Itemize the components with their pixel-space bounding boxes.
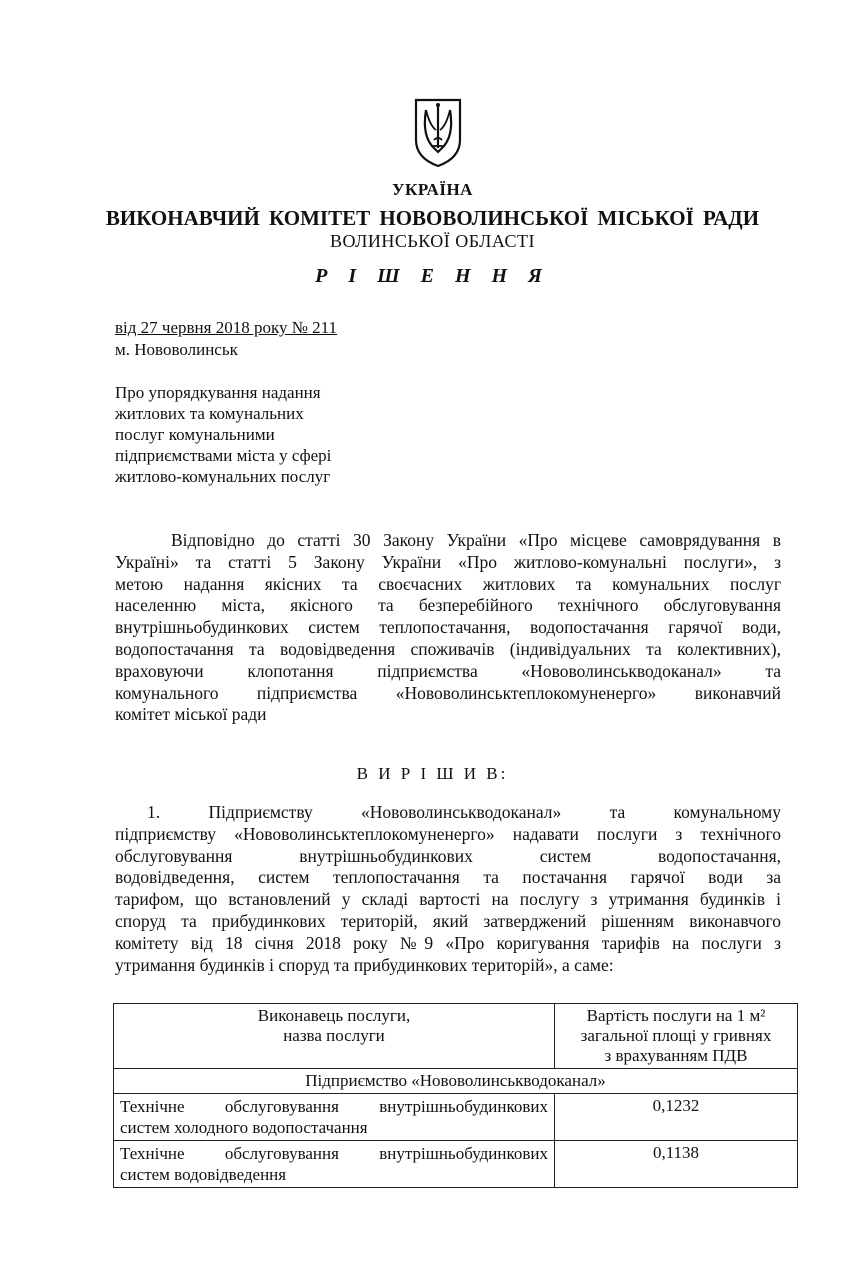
service-name-cell: Технічне обслуговування внутрішньобудинкових систем холодного водопостачання — [114, 1094, 555, 1141]
subject-line: житлово-комунальних послуг — [115, 467, 331, 486]
subject-line: підприємствами міста у сфері — [115, 446, 332, 465]
committee-heading: ВИКОНАВЧИЙ КОМІТЕТ НОВОВОЛИНСЬКОЇ МІСЬКОЇ РАДИ — [105, 206, 760, 230]
paragraph-line: населенню міста, якісного та безперебійного технічного обслуговування — [115, 595, 781, 616]
table-row — [114, 1094, 798, 1141]
paragraph-line: підприємству «Нововолинськтеплокомуненерго» надавати послуги з технічного — [115, 823, 781, 844]
table-header-row — [114, 1004, 798, 1069]
trident-emblem-icon — [412, 96, 464, 168]
paragraph-line: 1. Підприємству «Нововолинськводоканал» та комунальному — [147, 802, 781, 822]
paragraph-line: споруд та прибудинкових територій, який затверджений рішенням виконавчого — [115, 910, 781, 931]
table-row — [114, 1141, 798, 1188]
paragraph-line: комітету від 18 січня 2018 року №9 «Про коригування тарифів на послуги з — [115, 932, 781, 953]
paragraph-line: водовідведення, систем теплопостачання та постачання гарячої води за — [115, 867, 781, 888]
decision-subject — [115, 382, 355, 487]
paragraph-line: враховуючи клопотання підприємства «Нововолинськводоканал» та — [115, 660, 781, 681]
cost-column-header: Вартість послуги на 1 м² загальної площі у гривнях з врахуванням ПДВ — [555, 1004, 798, 1069]
document-type-heading: Р І Ш Е Н Н Я — [315, 265, 550, 287]
paragraph-line: Україні» та статті 5 Закону України «Про житлово-комунальні послуги», з — [115, 551, 781, 572]
subject-line: житлових та комунальних — [115, 404, 304, 423]
decision-date-number: від 27 червня 2018 року № 211 — [115, 318, 338, 337]
group-label: Підприємство «Нововолинськводоканал» — [114, 1069, 798, 1094]
intro-paragraph — [115, 530, 781, 726]
decided-heading: В И Р І Ш И В: — [356, 764, 509, 783]
paragraph-line: внутрішньобудинкових систем теплопостачання, водопостачання гарячої води, — [115, 617, 781, 638]
performer-column-header: Виконавець послуги, назва послуги — [114, 1004, 555, 1069]
paragraph-line: утримання будинків і споруд та прибудинкових територій», а саме: — [115, 954, 614, 975]
service-cost-cell: 0,1138 — [555, 1141, 798, 1188]
subject-line: Про упорядкування надання — [115, 383, 321, 402]
city-name: м. Нововолинськ — [115, 340, 238, 359]
table-group-row — [114, 1069, 798, 1094]
paragraph-line: водопостачання та водовідведення споживачів (індивідуальних та колективних), — [115, 638, 781, 659]
service-name-cell: Технічне обслуговування внутрішньобудинкових систем водовідведення — [114, 1141, 555, 1188]
country-heading: УКРАЇНА — [392, 180, 473, 199]
tariff-table — [113, 1003, 798, 1188]
paragraph-line: комунального підприємства «Нововолинськтеплокомуненерго» виконавчий — [115, 682, 781, 703]
paragraph-line: тарифом, що встановлений у складі вартості на послугу з утримання будинків і — [115, 889, 781, 910]
paragraph-line: Відповідно до статті 30 Закону України «Про місцеве самоврядування в — [171, 530, 781, 550]
subject-line: послуг комунальними — [115, 425, 275, 444]
paragraph-line: комітет міської ради — [115, 704, 267, 725]
point-1-paragraph — [115, 802, 781, 976]
paragraph-line: обслуговування внутрішньобудинкових систем водопостачання, — [115, 845, 781, 866]
region-heading: ВОЛИНСЬКОЇ ОБЛАСТІ — [330, 231, 535, 251]
service-cost-cell: 0,1232 — [555, 1094, 798, 1141]
paragraph-line: метою надання якісних та своєчасних житлових та комунальних послуг — [115, 573, 781, 594]
